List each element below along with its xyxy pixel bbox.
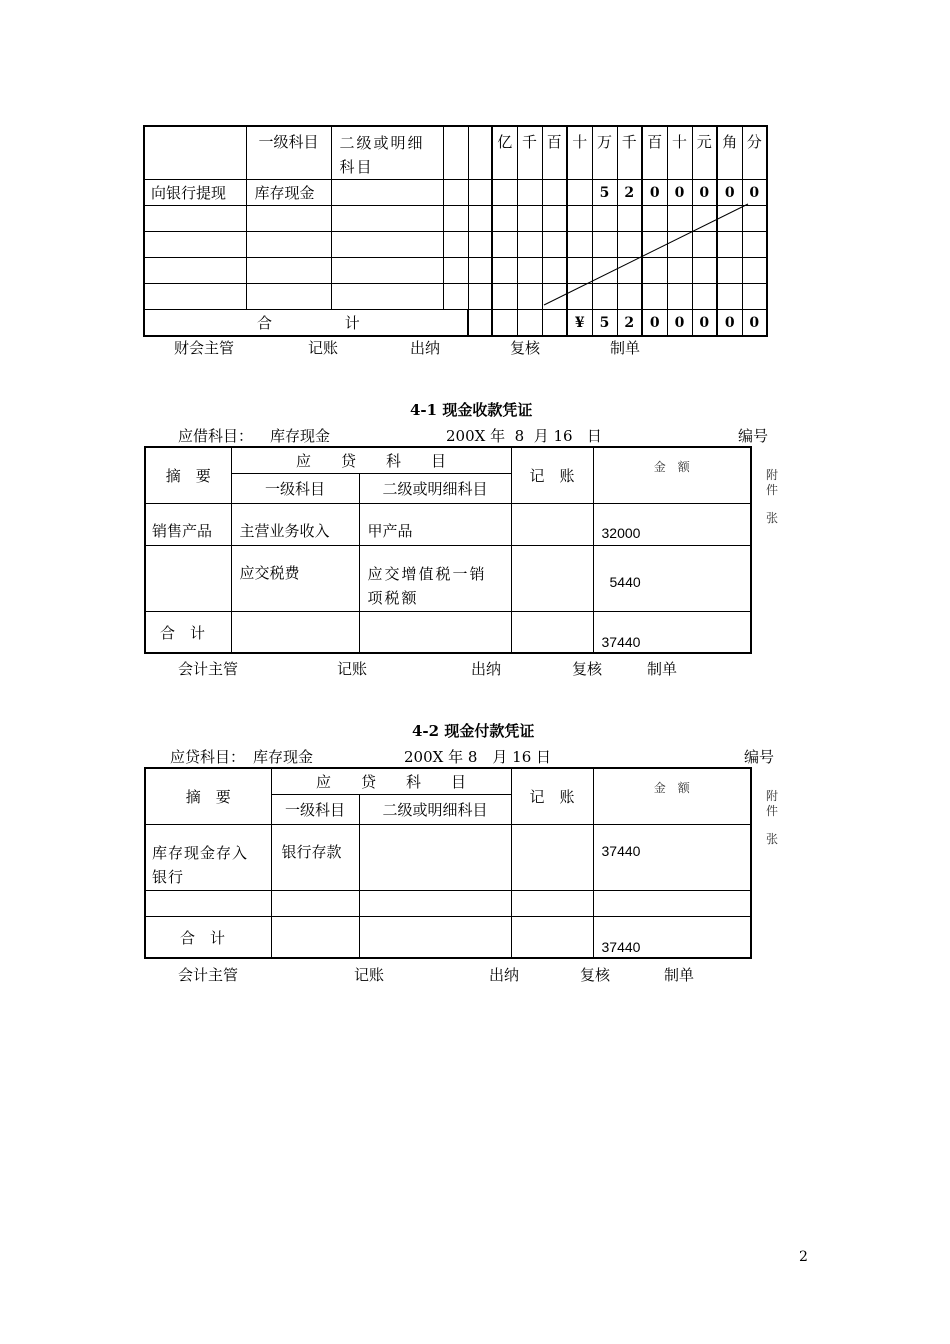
v3-row1-post (511, 824, 593, 890)
v3-col-post: 记 账 (511, 768, 593, 824)
v3-sign-supervisor: 会计主管 (178, 966, 239, 984)
v2-attach-c: 张 (766, 511, 779, 525)
v1-sign-cashier: 出纳 (410, 339, 441, 357)
v2-total-amount: 37440 (593, 611, 751, 653)
v1-total-digit (492, 310, 517, 337)
v1-row1-digit: 5 (592, 180, 617, 206)
v3-row1-summary-line2: 银行 (152, 867, 185, 886)
v3-sign-cashier: 出纳 (489, 966, 520, 984)
v1-total-label (144, 310, 468, 337)
v3-col-level1: 一级科目 (271, 794, 359, 824)
v1-digit-header: 千 (517, 126, 542, 180)
v2-row1-amount: 32000 (593, 503, 751, 545)
v1-digit-header: 百 (642, 126, 667, 180)
v1-cancel-diagonal (540, 200, 752, 310)
v3-col-credit: 应 贷 科 目 (271, 768, 511, 794)
v3-empty-row (145, 890, 751, 916)
v2-row1-level1: 主营业务收入 (231, 503, 359, 545)
v3-col-summary: 摘 要 (145, 768, 271, 824)
v3-sign-preparer: 制单 (664, 966, 695, 984)
v2-row1-level2: 甲产品 (359, 503, 511, 545)
v3-col-amount: 金 额 (593, 768, 751, 824)
v3-col-level2: 二级或明细科目 (359, 794, 511, 824)
v2-attach-a: 附 (766, 468, 779, 482)
v1-row1-digit: 2 (617, 180, 642, 206)
v3-total-amount: 37440 (593, 916, 751, 958)
v2-row2-level2-line2: 项税额 (367, 588, 419, 607)
v2-row2-level2 (359, 545, 511, 611)
v2-sign-supervisor: 会计主管 (178, 660, 239, 678)
v2-total-level1 (231, 611, 359, 653)
v1-row1-digit (517, 180, 542, 206)
v1-row1-level2 (331, 180, 443, 206)
v3-row1-summary (145, 824, 271, 890)
v2-col-level2: 二级或明细科目 (359, 473, 511, 503)
v2-col-credit: 应 贷 科 目 (231, 447, 511, 473)
v2-attach-label (766, 468, 778, 498)
v2-row2-post (511, 545, 593, 611)
v1-row1-summary: 向银行提现 (144, 180, 246, 206)
v1-sign-preparer: 制单 (610, 339, 641, 357)
v1-total-digit: 2 (617, 310, 642, 337)
v1-total-digit: 0 (717, 310, 742, 337)
v3-attach-label (766, 789, 778, 819)
voucher3-table (144, 767, 752, 959)
v2-sign-cashier: 出纳 (471, 660, 502, 678)
v2-title: 4-1 现金收款凭证 (410, 401, 533, 419)
v2-debit-label: 应借科目： (178, 427, 254, 445)
v2-total-label: 合 计 (145, 611, 231, 653)
v1-digit-header: 亿 (492, 126, 517, 180)
page-number: 2 (799, 1249, 808, 1265)
v2-row1-post (511, 503, 593, 545)
v3-row1-level1: 银行存款 (271, 824, 359, 890)
v1-header-level2 (331, 126, 443, 180)
v1-row1-blank-b (468, 180, 492, 206)
v1-total-digit: 0 (667, 310, 692, 337)
v2-attach-b: 件 (766, 483, 779, 497)
v1-row1-digit: 0 (742, 180, 767, 206)
v1-header-level2-line2: 科目 (339, 158, 374, 176)
v3-attach-c: 张 (766, 832, 779, 846)
v3-credit-account: 库存现金 (253, 748, 314, 766)
v2-total-level2 (359, 611, 511, 653)
v1-total-digit: 5 (592, 310, 617, 337)
v3-total-post (511, 916, 593, 958)
v1-digit-header: 分 (742, 126, 767, 180)
v2-sign-bookkeeper: 记账 (337, 660, 368, 678)
v1-header-level2-line1: 二级或明细 (339, 134, 425, 152)
v1-row1-digit (492, 180, 517, 206)
v3-sign-reviewer: 复核 (580, 966, 611, 984)
voucher2-table (144, 446, 752, 654)
v2-sign-reviewer: 复核 (572, 660, 603, 678)
v1-sign-reviewer: 复核 (510, 339, 541, 357)
v3-sign-bookkeeper: 记账 (354, 966, 385, 984)
v3-row1-summary-line1: 库存现金存入 (152, 843, 249, 862)
v1-row1-level1: 库存现金 (246, 180, 331, 206)
v1-total-blank (468, 310, 492, 337)
v2-row2-summary (145, 545, 231, 611)
v2-row1-summary: 销售产品 (145, 503, 231, 545)
v2-date: 200X 年 8 月 16 日 (446, 427, 602, 445)
v3-row1-amount: 37440 (593, 824, 751, 890)
v1-row1-blank-a (443, 180, 468, 206)
v2-row2-level2-line1: 应交增值税一销 (367, 564, 487, 583)
v2-col-amount: 金 额 (593, 447, 751, 503)
v2-debit-account: 库存现金 (270, 427, 331, 445)
v1-total-digit (517, 310, 542, 337)
v1-row1-digit: 0 (667, 180, 692, 206)
v1-sign-bookkeeper: 记账 (308, 339, 339, 357)
v2-sign-preparer: 制单 (647, 660, 678, 678)
v1-digit-header: 十 (567, 126, 592, 180)
v1-digit-header: 万 (592, 126, 617, 180)
v2-number-label: 编号 (738, 427, 769, 445)
v1-row1-digit: 0 (717, 180, 742, 206)
v2-col-post: 记 账 (511, 447, 593, 503)
v3-attach-b: 件 (766, 804, 779, 818)
v2-row2-amount: 5440 (593, 545, 751, 611)
v1-digit-header: 千 (617, 126, 642, 180)
v1-header-summary (144, 126, 246, 180)
v1-digit-header: 元 (692, 126, 717, 180)
v1-digit-header: 十 (667, 126, 692, 180)
v1-header-level1: 一级科目 (246, 126, 331, 180)
v1-digit-header: 角 (717, 126, 742, 180)
v1-sign-supervisor: 财会主管 (174, 339, 235, 357)
v3-attach-a: 附 (766, 789, 779, 803)
v1-total-digit (542, 310, 567, 337)
v3-title: 4-2 现金付款凭证 (412, 722, 535, 740)
v1-total-digit: 0 (692, 310, 717, 337)
v2-col-level1: 一级科目 (231, 473, 359, 503)
v1-total-digit: ¥ (567, 310, 592, 337)
v3-total-label: 合 计 (145, 916, 271, 958)
v3-date: 200X 年 8 月 16 日 (404, 748, 552, 766)
v3-credit-label: 应贷科目： (170, 748, 246, 766)
v1-row1-digit: 0 (692, 180, 717, 206)
v1-total-digit: 0 (742, 310, 767, 337)
v1-total-label-b: 计 (344, 314, 360, 332)
v1-header-blank-b (468, 126, 492, 180)
v1-row1-digit: 0 (642, 180, 667, 206)
v2-col-summary: 摘 要 (145, 447, 231, 503)
v3-total-level1 (271, 916, 359, 958)
v2-total-post (511, 611, 593, 653)
v3-number-label: 编号 (744, 748, 775, 766)
v3-row1-level2 (359, 824, 511, 890)
v3-total-level2 (359, 916, 511, 958)
v2-row2-level1: 应交税费 (231, 545, 359, 611)
v1-total-label-a: 合 (257, 314, 273, 332)
v1-total-digit: 0 (642, 310, 667, 337)
v1-digit-header: 百 (542, 126, 567, 180)
v1-header-blank-a (443, 126, 468, 180)
